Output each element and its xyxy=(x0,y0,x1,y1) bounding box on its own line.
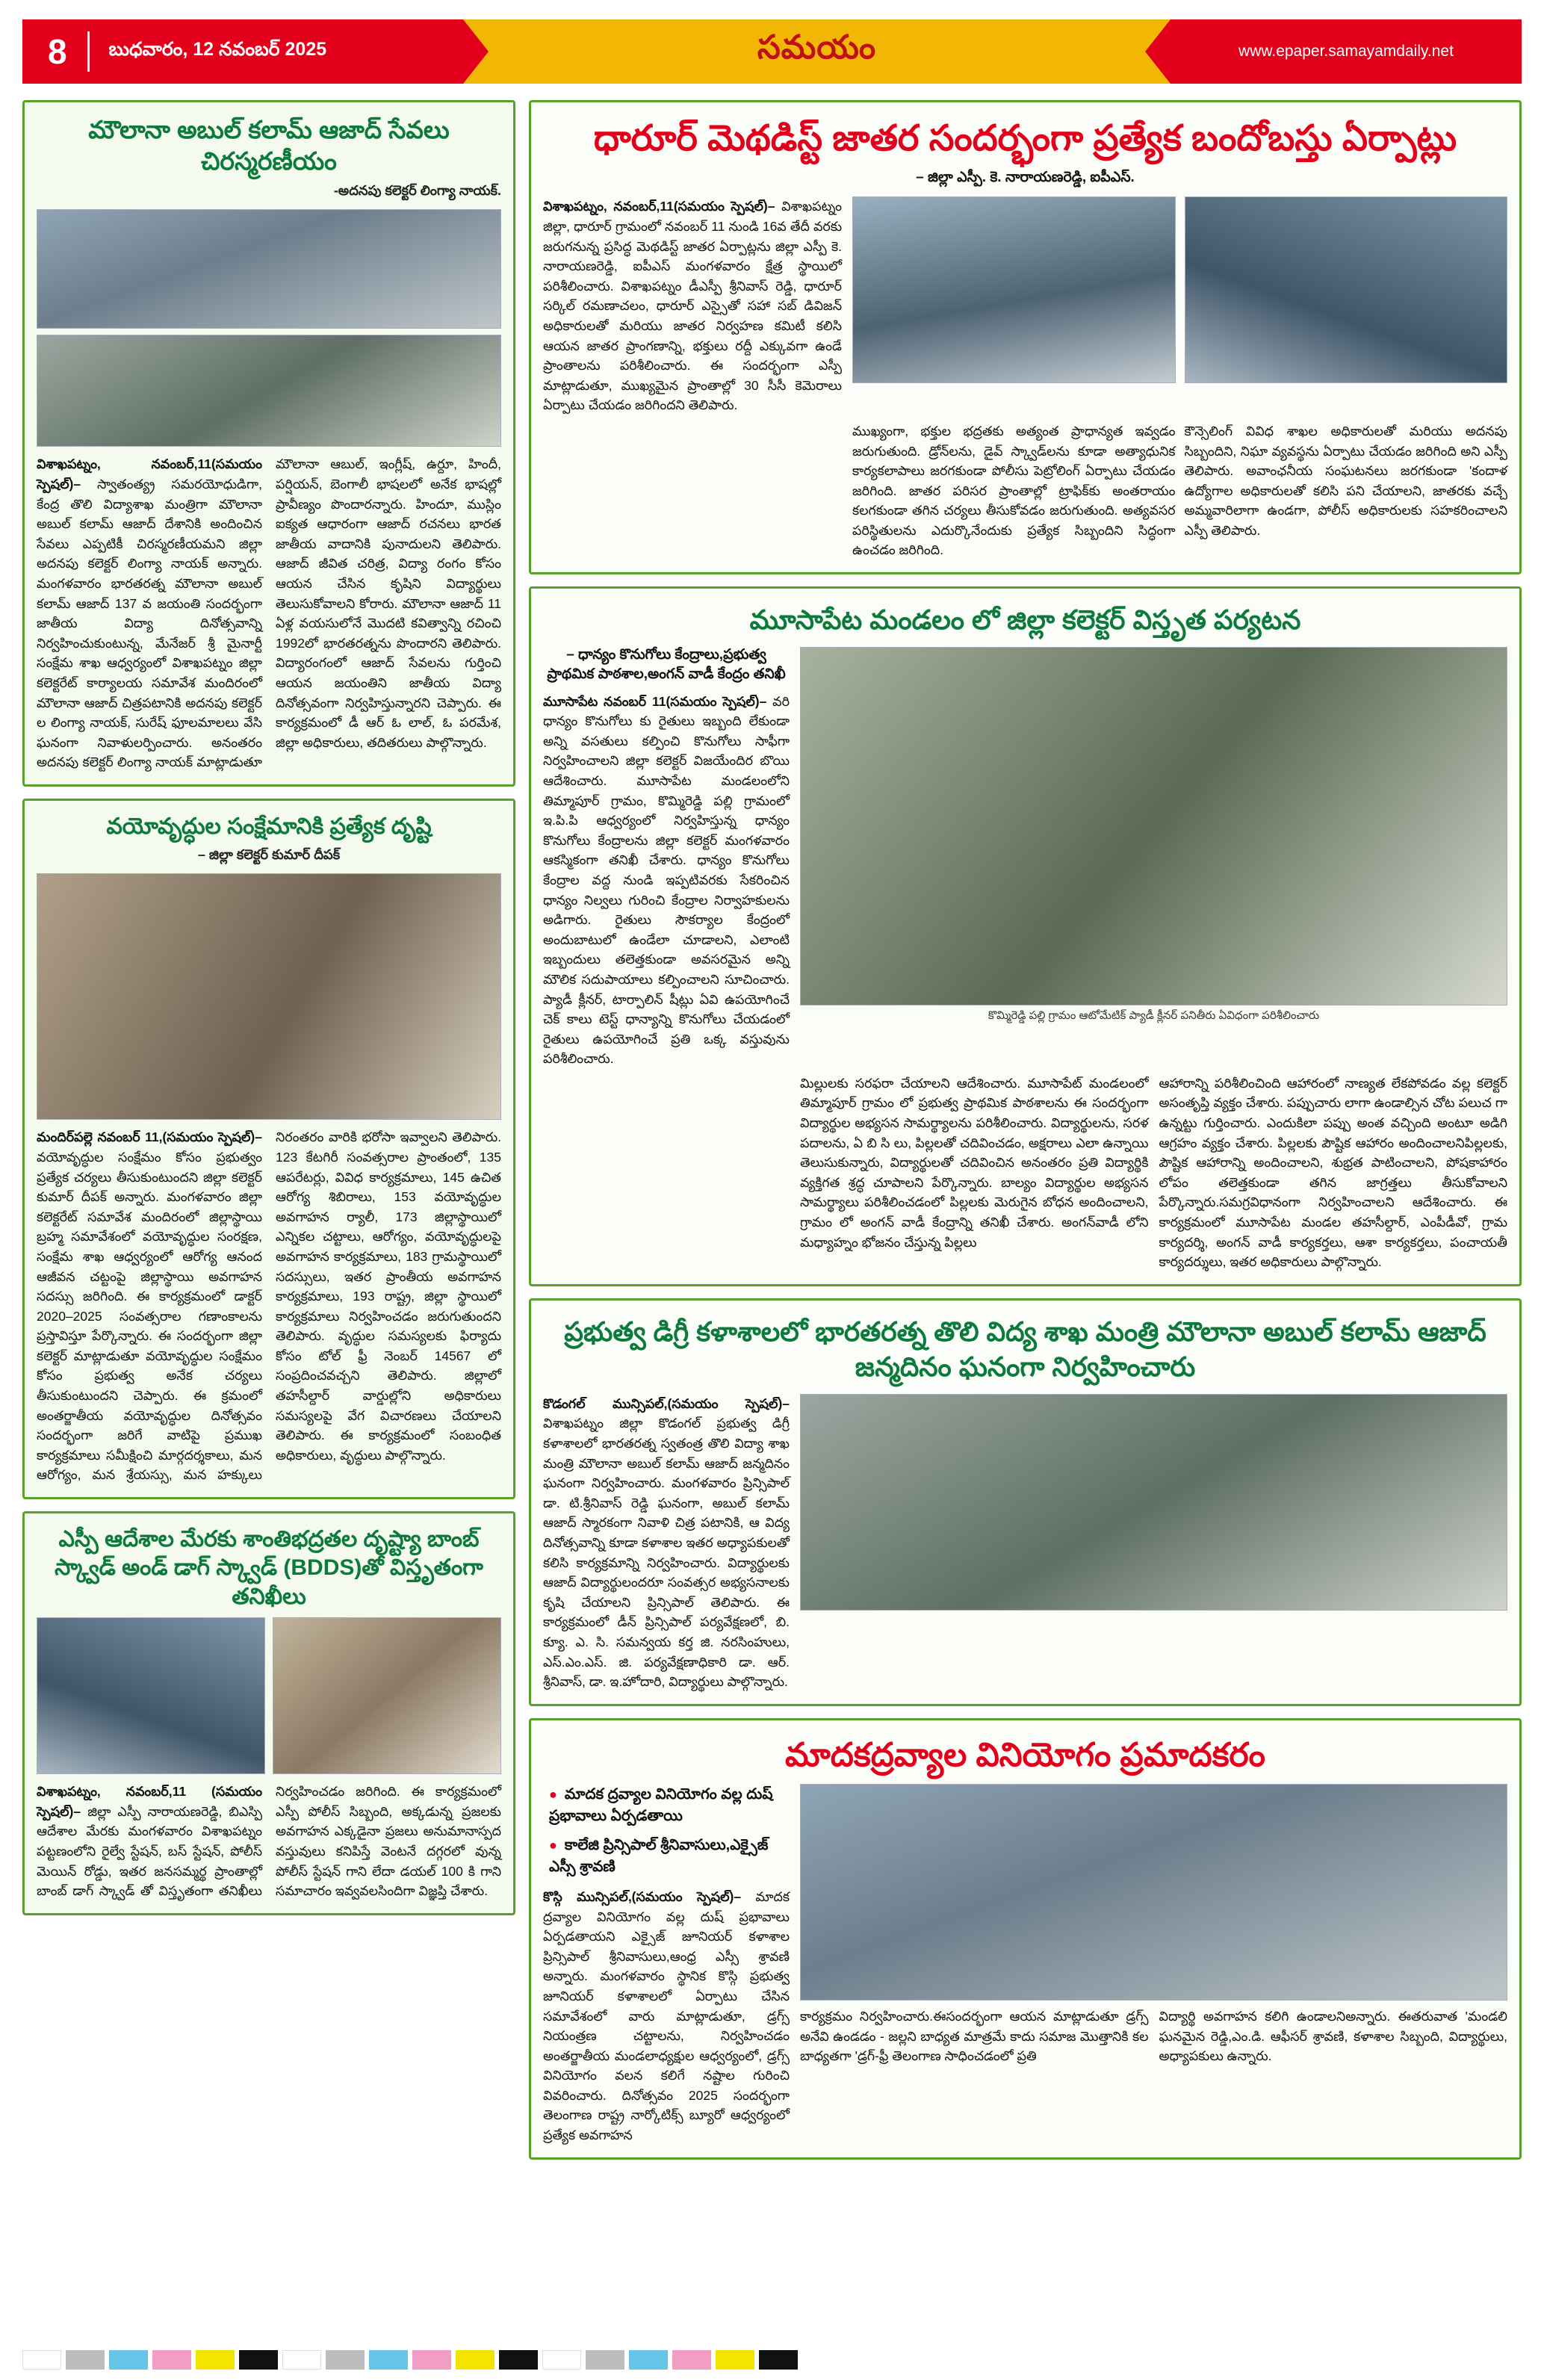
main-text-2: ముఖ్యంగా, భక్తుల భద్రతకు అత్యంత ప్రాధాన్యత ఇవ్వడం జరుగుతుంది. డ్రోన్‌లను, డైవ్ స్క్వాడ్‌లను కూడా అత్యాధునిక కార్యకలాపాలు జరగకుండా పోలీసు పెట్రోలింగ్ ఏర్పాటు చేయడం జరిగింది. జాతర పరిసర ప్రాంతాల్లో ట్రాఫిక్‌కు అంతరాయం కలగకుండా తగిన చర్యలు తీసుకోవడం జరుగుతుంది. అత్యవసర పరిస్థితులను ఎదుర్కొనేందుకు ప్రత్యేక సిబ్బందిని సిద్ధంగా ఉంచడం జరిగింది. xyxy=(852,423,1176,558)
article3-text: జిల్లా ఎస్పీ నారాయణరెడ్డి, బిఎస్పి ఆదేశాల మేరకు మంగళవారం విశాఖపట్నం పట్టణంలోని రైల్వే స్టేషన్, బస్ స్టేషన్, పోలీస్ మెయిన్ రోడ్డు, ఇతర జనసమ్మర్థ ప్రాంతాల్లో బాంబ్ డాగ్ స్క్వాడ్ తో విస్తృతంగా తనిఖీలు నిర్వహించడం జరిగింది. ఈ కార్యక్రమంలో ఎస్పీ పోలీస్ సిబ్బంది, అక్కడున్న ప్రజలకు అవగాహన ఎక్కడైనా ప్రజలు అనుమానాస్పద వస్తువులు కనిపిస్తే వెంటనే దగ్గరలో వున్న పోలీస్ స్టేషన్ గాని లేదా డయల్ 100 కి గాని సమాచారం ఇవ్వవలసిందిగా విజ్ఞప్తి చేశారు. xyxy=(37,1784,501,1899)
article-bomb-squad xyxy=(22,1511,515,1915)
drugs-text-3: విద్యార్థి అవగాహన కలిగి ఉండాలనిఅన్నారు. ఈతరువాత 'మండలి ఘనమైన రెడ్డి,ఎం.డి. ఆఫీసర్ శ్రావణి, కళాశాల సిబ్బంది, విద్యార్థులు, అధ్యాపకులు ఉన్నారు. xyxy=(1159,2008,1507,2064)
masthead-left xyxy=(22,19,463,84)
college-photo xyxy=(800,1394,1507,1611)
tour-text-1: వరి ధాన్యం కొనుగోలు కు రైతులు ఇబ్బంది లేకుండా అన్ని వసతులు కల్పించి కొనుగోలు సాఫీగా నిర్వహించాలని జిల్లా కలెక్టర్ విజయేందిర బొయి ఆదేశించారు. మూసాపేట మండలంలోని తిమ్మాపూర్ గ్రామం, కొమ్మిరెడ్డి పల్లి గ్రామంలో ఇ.పి.పి ఆధ్వర్యంలో నిర్వహిస్తున్న ధాన్యం కొనుగోలు కేంద్రాలను జిల్లా కలెక్టర్ మంగళవారం ఆకస్మికంగా తనిఖీ చేశారు. ధాన్యం కొనుగోలు కేంద్రాల వద్ద నుండి ఇప్పటివరకు సేకరించిన ధాన్యం నిల్వలు గురించి కేంద్రాల నిర్వాహకులను అడిగారు. రైతులు సౌకర్యాల కేంద్రంలో అందుబాటులో ఉండేలా చూడాలని, ఎలాంటి ఇబ్బందులు తలెత్తకుండా అవసరమైన అన్ని మౌలిక సదుపాయాలు కల్పించాలని సూచించారు. ప్యాడీ క్లీనర్, టార్పాలిన్ షీట్లు ఏవి ఉపయోగించే చెక్ కాలు టెస్ట్ ధాన్యాన్ని కొనుగోలు చేయడంలో రైతులు ఉపయోగించే ప్రతి ఒక్క వస్తువును పరిశీలించారు. xyxy=(543,693,790,1067)
masthead-title: సమయం xyxy=(463,19,1171,84)
drugs-bullets xyxy=(543,1784,790,1878)
page-number: 8 xyxy=(48,32,68,71)
tour-photo xyxy=(800,647,1507,1005)
left-column xyxy=(22,100,515,2289)
tour-text-3: ఆహారాన్ని పరిశీలించింది ఆహారంలో నాణ్యత లేకపోవడం వల్ల కలెక్టర్ అసంతృప్తి వ్యక్తం చేశారు. పప్పుచారు లాగా ఉండాల్సిన చోట పలుచ గా ఉన్నట్టు గుర్తించారు. ఎందుకిలా పప్పు అంత వచ్చింది అంటూ అడిగి ఆగ్రహం వ్యక్తం చేశారు. పిల్లలకు పౌష్టిక ఆహారం అందించాలనిపిల్లలకు, పౌష్టిక ఆహారాన్ని అందించాలని, శుభ్రత పాటించాలని, పోషకాహారం లోపం తలెత్తకుండా తగిన జాగ్రత్తలు తీసుకోవాలని పేర్కొన్నారు.సమగ్రవిధానంగా నిర్వహించాలని ఆదేశించారు. ఈ కార్యక్రమంలో మూసాపేట మండల తహసీల్దార్, ఎంపీడీవో, గ్రామ కార్యదర్శి, అంగన్ వాడీ కార్యకర్తలు, ఆశా కార్యకర్తలు, పంచాయతీ కార్యదర్శులు, ఇతర అధికారులు పాల్గొన్నారు. xyxy=(1159,1075,1507,1270)
article-jatara-security xyxy=(529,100,1522,574)
main-byline: – జిల్లా ఎస్పీ. కె. నారాయణరెడ్డి, ఐపీఎస్. xyxy=(916,170,1135,186)
article2-byline: – జిల్లా కలెక్టర్ కుమార్ దీపక్ xyxy=(197,847,341,863)
college-text: విశాఖపట్నం జిల్లా కొడంగల్ ప్రభుత్వ డిగ్రీ కళాశాలలో భారతరత్న స్వతంత్ర తొలి విద్యా శాఖ మంత్రి మౌలానా అబుల్ కలామ్ ఆజాద్ జన్మదినం ఘనంగా నిర్వహించారు. మంగళవారం ప్రిన్సిపాల్ డా. టి.శ్రీనివాస్ రెడ్డి ఘనంగా, అబుల్ కలామ్ ఆజాద్ స్మారకంగా నివాళి చిత్ర పటానికి, ఆ విద్య దినోత్సవాన్ని కూడా కళాశాల ఇతర అధ్యాపకులతో కలిసి కార్యక్రమాన్ని నిర్వహించారు. విద్యార్థులకు ఆజాద్ విద్యార్థులందరూ సంవత్సర అభ్యసనాలకు కృషి చేయాలని ప్రిన్సిపాల్ తెలిపారు. ఈ కార్యక్రమంలో డీన్ ప్రిన్సిపాల్ పర్యవేక్షణలో, బి. క్యూ. ఎ. సి. సమన్వయ కర్త జి. నరసింహులు, ఎస్.ఎం.ఎస్. జి. పర్యవేక్షణాధికారి డా. ఆర్. శ్రీనివాస్, డా. ఇ.హోదారి, విద్యార్థులు పాల్గొన్నారు. xyxy=(543,1416,790,1690)
tour-caption: కొమ్మిరెడ్డి పల్లి గ్రామం ఆటోమేటిక్ ప్యాడీ క్లీనర్ పనితీరు ఏవిధంగా పరిశీలించారు xyxy=(988,1008,1320,1022)
masthead-website[interactable]: www.epaper.samayamdaily.net xyxy=(1171,19,1522,84)
college-body xyxy=(543,1394,790,1692)
article1-text: స్వాతంత్య్ర సమరయోధుడిగా, కేంద్ర తొలి విద్యాశాఖ మంత్రిగా మౌలానా అబుల్ కలామ్ ఆజాద్ దేశానికి అందించిన సేవలు ఎప్పటికీ చిరస్మరణీయమని జిల్లా అదనపు కలెక్టర్ లింగ్యా నాయక్ అన్నారు. మంగళవారం భారతరత్న మౌలానా అబుల్ కలామ్ ఆజాద్ 137 వ జయంతి సందర్భంగా జాతీయ విద్యా దినోత్సవాన్ని నిర్వహించుకుంటున్న, మేనేజర్ శ్రీ మైనార్టీ సంక్షేమ శాఖ ఆధ్వర్యంలో విశాఖపట్నం జిల్లా కలెక్టరేట్ కార్యాలయ సమావేశ మందిరంలో మౌలానా ఆజాద్ చిత్రపటానికి అదనపు కలెక్టర్ ల లింగ్యా నాయక్, సురేష్ ఫూలమాలలు వేసి ఘనంగా నివాళులర్పించారు. అనంతరం అదనపు కలెక్టర్ లింగ్యా నాయక్ మాట్లాడుతూ మౌలానా ఆబుల్, ఇంగ్లీష్, ఉర్దూ, హిందీ, పర్షియన్, బెంగాలీ భాషలలో అనేక భాషల్లో ప్రావీణ్యం పొందారన్నారు. హిందూ, ముస్లిం ఐక్యత ఆధారంగా ఆజాద్ రచనలు భారత జాతీయ వాదానికి పునాదులని తెలిపారు. ఆజాద్ జీవిత చరిత్ర, విద్యా రంగం కోసం ఆయన చేసిన కృషిని విద్యార్థులు తెలుసుకోవాలని కోరారు. మౌలానా ఆజాద్ 11 ఏళ్ల వయసులోనే మొదటి కవిత్వాన్ని రచించి 1992లో భారతరత్నను పొందారని తెలిపారు. విద్యారంగంలో ఆజాద్ సేవలను గుర్తించి ఆయన జయంతిని జాతీయ విద్యా దినోత్సవంగా నిర్వహిస్తున్నారని చెప్పారు. ఈ కార్యక్రమంలో డీ ఆర్ ఓ లాల్, ఓ పరమేశ, జిల్లా అధికారులు, తదితరులు పాల్గొన్నారు. xyxy=(37,456,501,770)
article1-photo-bottom xyxy=(37,335,501,447)
college-dateline: కొడంగల్ మున్సిపల్,(సమయం స్పెషల్)– xyxy=(543,1395,790,1411)
drugs-headline: మాదకద్రవ్యాల వినియోగం ప్రమాదకరం xyxy=(785,1736,1265,1773)
article1-body xyxy=(37,454,501,772)
page-content xyxy=(22,100,1522,2289)
main-text-3: కౌన్సెలింగ్ వివిధ శాఖల అధికారులతో మరియు అదనపు సిబ్బందిని, నిఘా వ్యవస్థను ఏర్పాటు చేయడం జరిగింది అని ఎస్పీ తెలిపారు. అవాంఛనీయ సంఘటనలు జరగకుండా 'కందాళ ఉద్యోగాల అధికారులతో కలిసి పని చేయాలని, జాతరకు వచ్చే అమ్మవారిలాగా ఉండగా, పోలీస్ అధికారులకు సహకరించాలని ఎస్పీ తెలిపారు. xyxy=(1184,423,1507,538)
article-elderly-welfare xyxy=(22,799,515,1499)
drugs-text-1: మాదక ద్రవ్యాల వినియోగం వల్ల దుష్ ప్రభావాలు ఏర్పడతాయని ఎక్సైజ్ జూనియర్ కళాశాల ప్రిన్సిపాల్ శ్రీనివాసులు,ఆంధ్ర ఎస్సీ శ్రావణి అన్నారు. మంగళవారం స్థానిక కొస్గి ప్రభుత్వ జూనియర్ కళాశాలలో ఏర్పాటు చేసిన సమావేశంలో వారు మాట్లాడుతూ, డ్రగ్స్ నియంత్రణ చట్టాలను, నిర్వహించడం అంతర్జాతీయ మండలాధ్యక్షుల ఆధ్వర్యంలో, డ్రగ్స్ వినియోగం వలన కలిగే నష్టాల గురించి వివరించారు. దినోత్సవం 2025 సందర్భంగా తెలంగాణ రాష్ట్ర నార్కోటిక్స్ బ్యూరో ఆధ్వర్యంలో ప్రత్యేక అవగాహన xyxy=(543,1888,790,2143)
drugs-col1 xyxy=(543,1887,790,2145)
college-headline: ప్రభుత్వ డిగ్రీ కళాశాలలో భారతరత్న తొలి విద్య శాఖ మంత్రి మౌలానా అబుల్ కలామ్ ఆజాద్ జన్మదినం ఘనంగా నిర్వహించారు xyxy=(564,1315,1486,1383)
tour-dateline: మూసాపేట నవంబర్ 11(సమయం స్పెషల్)– xyxy=(543,693,767,709)
article-degree-college xyxy=(529,1298,1522,1706)
main-headline: ధారూర్ మెథడిస్ట్ జాతర సందర్భంగా ప్రత్యేక బందోబస్తు ఏర్పాట్లు xyxy=(593,119,1457,158)
article3-dateline: విశాఖపట్నం, నవంబర్,11 (సమయం స్పెషల్)– xyxy=(37,1784,262,1819)
article1-headline: మౌలానా అబుల్ కలామ్ ఆజాద్ సేవలు చిరస్మరణీయం xyxy=(88,116,450,176)
article3-photo-left xyxy=(37,1617,265,1774)
main-col1 xyxy=(543,196,842,415)
newspaper-page xyxy=(0,19,1544,2380)
drugs-photo xyxy=(800,1784,1507,2001)
main-text-1: విశాఖపట్నం జిల్లా, ధారూర్ గ్రామంలో నవంబర్ 11 నుండి 16వ తేదీ వరకు జరుగనున్న ప్రసిద్ధ మెథడిస్ట్ జాతర ఏర్పాట్లను జిల్లా ఎస్పీ కె. నారాయణరెడ్డి, ఐపీఎస్ మంగళవారం క్షేత్ర స్థాయిలో పరిశీలించారు. విశాఖపట్నం డీఎస్పీ శ్రీనివాస్ రెడ్డి, ధారూర్ సర్కిల్ రమణాచలం, ధారూర్ ఎస్సైతో సహా సబ్ డివిజన్ అధికారులతో మరియు జాతర నిర్వహణ కమిటీ కలిసి ఆయన జాతర ప్రాంగణాన్ని, భక్తులు రద్దీ ఎక్కువగా ఉండే ప్రాంతాలను పరిశీలించారు. ఈ సందర్భంగా ఎస్పీ మాట్లాడుతూ, ముఖ్యమైన ప్రాంతాల్లో 30 సీసీ కెమెరాలు ఏర్పాటు చేయడం జరిగిందని తెలిపారు. xyxy=(543,199,842,413)
main-dateline: విశాఖపట్నం, నవంబర్,11(సమయం స్పెషల్)– xyxy=(543,199,775,214)
right-column xyxy=(529,100,1522,2289)
tour-headline: మూసాపేట మండలం లో జిల్లా కలెక్టర్ విస్తృత పర్యటన xyxy=(749,604,1301,636)
tour-col1 xyxy=(543,692,790,1069)
masthead-date: బుధవారం, 12 నవంబర్ 2025 xyxy=(108,38,327,60)
article2-headline: వయోవృద్ధుల సంక్షేమానికి ప్రత్యేక దృష్టి xyxy=(106,814,432,839)
article1-dateline: విశాఖపట్నం, నవంబర్,11(సమయం స్పెషల్)– xyxy=(37,456,262,492)
article-drug-awareness xyxy=(529,1718,1522,2160)
drugs-bullet-1: ● మాదక ద్రవ్యాల వినియోగం వల్ల దుష్ ప్రభావాలు ఏర్పడతాయి xyxy=(549,1784,790,1827)
main-photo-left xyxy=(852,196,1176,383)
article2-dateline: మందిర్‌పల్లె నవంబర్ 11,(సమయం స్పెషల్)– xyxy=(37,1129,262,1145)
article1-byline: -అదనపు కలెక్టర్ లింగ్యా నాయక్. xyxy=(333,183,501,199)
article2-body xyxy=(37,1127,501,1485)
article2-text: వయోవృద్ధుల సంక్షేమం కోసం ప్రభుత్వం ప్రత్యేక చర్యలు తీసుకుంటుందని జిల్లా కలెక్టర్ కుమార్ దీపక్ అన్నారు. మంగళవారం జిల్లా కలెక్టరేట్ సమావేశ మందిరంలో జిల్లాస్థాయి బ్రహ్మ సమావేశంలో వయోవృద్ధుల సంరక్షణ, సంక్షేమ శాఖ ఆధ్వర్యంలో ఆరోగ్య ఆనంద ఆజీవన చట్టంపై జిల్లాస్థాయి అవగాహన సదస్సు జరిగింది. ఈ కార్యక్రమంలో డాక్టర్ 2020–2025 సంవత్సరాల గణాంకాలను ప్రస్తావిస్తూ పేర్కొన్నారు. ఈ సందర్భంగా జిల్లా కలెక్టర్ మాట్లాడుతూ వయోవృద్ధుల సంక్షేమం కోసం ప్రభుత్వ అనేక చర్యలు తీసుకుంటుందని చెప్పారు. ఈ క్రమంలో అంతర్జాతీయ వయోవృద్ధుల దినోత్సవం సందర్భంగా జరిగే వాటిపై ప్రముఖ కార్యక్రమాలు సమీక్షించి మార్గదర్శకాలు, మన ఆరోగ్యం, మన శ్రేయస్సు, మన హక్కులు నిరంతరం వారికి భరోసా ఇవ్వాలని తెలిపారు. 123 కేటగిరీ సంవత్సరాల ప్రాంతంలో, 135 ఆపరేటర్లు, వివిధ కార్యక్రమాలు, 145 ఉచిత ఆరోగ్య శిబిరాలు, 153 వయోవృద్ధుల అవగాహన ర్యాలీ, 173 జిల్లాస్థాయిలో ఎన్నికల చట్టాలు, ఆరోగ్యం, వయోవృద్ధులపై అవగాహన కార్యక్రమాలు, 183 గ్రామస్థాయిలో సదస్సులు, ఇతర ప్రాంతీయ అవగాహన కార్యక్రమాలు, 193 రాష్ట్ర, జిల్లా స్థాయిలో కార్యక్రమాలు నిర్వహించడం జరుగుతుందని తెలిపారు. వృద్ధుల సమస్యలకు ఫిర్యాదు కోసం టోల్ ఫ్రీ నెంబర్ 14567 లో సంప్రదించవచ్చని తెలిపారు. జిల్లాలో తహసీల్దార్ వార్డుల్లోని అధికారులు సమస్యలపై వేగ విచారణలు చేయాలని తెలిపారు. ఈ కార్యక్రమంలో సంబంధిత అధికారులు, వృద్ధులు పాల్గొన్నారు. xyxy=(37,1129,501,1483)
tour-subhead: – ధాన్యం కొనుగోలు కేంద్రాలు,ప్రభుత్వ ప్రాథమిక పాఠశాల,అంగన్ వాడీ కేంద్రం తనిఖీ xyxy=(547,646,786,682)
article-azad-services xyxy=(22,100,515,787)
article3-photo-right xyxy=(273,1617,501,1774)
drugs-dateline: కొస్గి మున్సిపల్,(సమయం స్పెషల్)– xyxy=(543,1888,742,1904)
tour-text-2: మిల్లులకు సరఫరా చేయాలని ఆదేశించారు. మూసాపేట్ మండలంలో తిమ్మాపూర్ గ్రామం లో ప్రభుత్వ ప్రాథమిక పాఠశాలను ఈ సందర్భంగా విద్యార్థుల అభ్యసన సామర్థ్యాలను పరిశీలించారు. విద్యార్థులను, సరళ పదాలను, ఏ బి సి లు, పిల్లలతో చదివించడం, అక్షరాలు ఎలా ఉన్నాయి తెలుసుకున్నారు, విద్యార్థులతో చదివించిన అనంతరం ప్రతి విద్యార్థికి వ్యక్తిగత శ్రద్ధ చూపాలని పేర్కొన్నారు. బాల్యం విద్యార్థుల అభ్యసన సామర్థ్యాలు పరిశీలించడంలో పిల్లలకు మెరుగైన బోధన అందించాలని, గ్రామం లో అంగన్ వాడీ కేంద్రాన్ని తనిఖీ చేశారు. అంగన్‌వాడీ లోని మధ్యాహ్నం భోజనం చేస్తున్న పిల్లలు xyxy=(800,1075,1149,1250)
article1-photo-top xyxy=(37,209,501,329)
article3-headline: ఎస్పీ ఆదేశాల మేరకు శాంతిభద్రతల దృష్ట్యా బాంబ్ స్క్వాడ్ అండ్ డాగ్ స్క్వాడ్ (BDDS)తో విస్తృతంగా తనిఖీలు xyxy=(55,1527,483,1609)
article-collector-tour xyxy=(529,586,1522,1286)
masthead xyxy=(22,19,1522,84)
article3-body xyxy=(37,1782,501,1901)
drugs-bullet-2: ● కాలేజి ప్రిన్సిపాల్ శ్రీనివాసులు,ఎక్సైజ్ ఎస్సీ శ్రావణి xyxy=(549,1835,790,1878)
main-photo-right xyxy=(1185,196,1508,383)
color-calibration-bar xyxy=(22,2350,798,2370)
drugs-text-2: కార్యక్రమం నిర్వహించారు.ఈసందర్భంగా ఆయన మాట్లాడుతూ డ్రగ్స్ అనేవి ఉండడం - జల్లని బాధ్యత మాత్రమే కాదు సమాజ మొత్తానికి కల బాధ్యతగా 'డ్రగ్-ఫ్రీ తెలంగాణ సాధించడంలో ప్రతి xyxy=(800,2008,1149,2064)
article2-photo xyxy=(37,873,501,1120)
